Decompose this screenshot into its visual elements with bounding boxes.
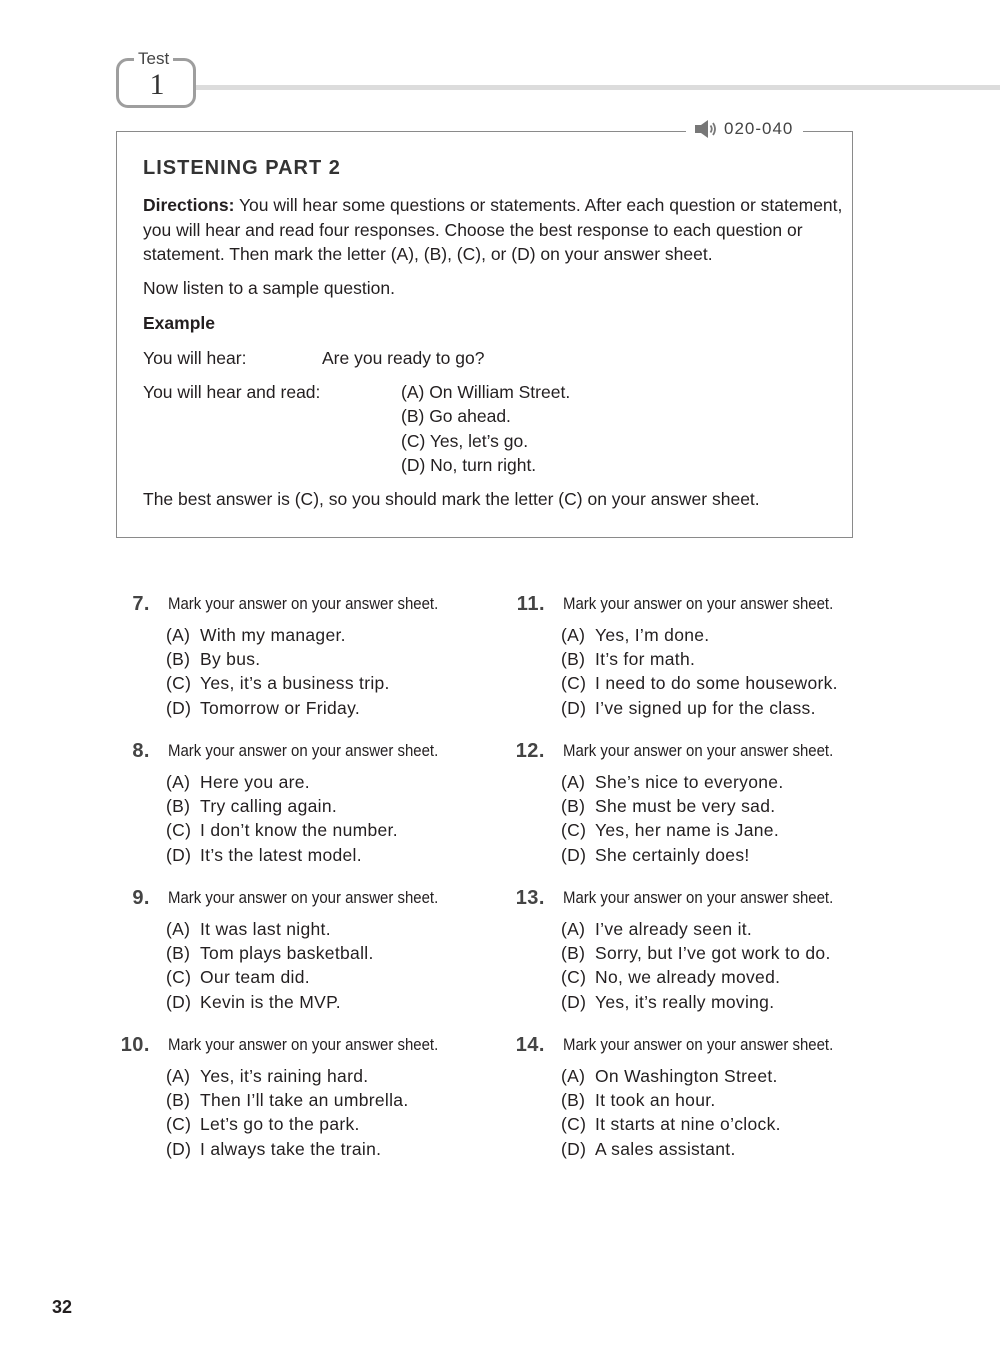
page-number: 32 <box>52 1297 73 1317</box>
answer-option-letter: (A) <box>166 1066 191 1086</box>
example-best-answer: The best answer is (C), so you should mark the letter (C) on your answer sheet. <box>143 489 760 509</box>
answer-option-text: Tomorrow or Friday. <box>200 697 360 718</box>
answer-option <box>561 843 784 867</box>
answer-option <box>561 623 838 647</box>
answer-option-letter: (A) <box>561 625 586 645</box>
answer-option-text: No, we already moved. <box>595 967 781 988</box>
answer-option-letter: (C) <box>166 673 192 694</box>
answer-option-text: Yes, her name is Jane. <box>595 820 779 841</box>
answer-option-letter: (B) <box>166 1090 191 1111</box>
answer-option-text: With my manager. <box>200 625 346 645</box>
answer-option <box>561 941 831 965</box>
answer-option-text: By bus. <box>200 649 261 670</box>
answer-option <box>166 647 390 671</box>
speaker-icon <box>694 119 718 139</box>
example-hear-text: Are you ready to go? <box>322 348 485 368</box>
answer-option-text: I always take the train. <box>200 1138 382 1159</box>
answer-option-text: Yes, I’m done. <box>595 625 710 645</box>
question-number: 14. <box>515 1034 545 1056</box>
answer-option-letter: (A) <box>166 919 191 939</box>
answer-option-letter: (D) <box>166 1138 192 1159</box>
answer-option-text: I’ve signed up for the class. <box>595 697 816 718</box>
answer-option-letter: (B) <box>561 943 586 964</box>
answer-option-text: It starts at nine o’clock. <box>595 1114 781 1135</box>
test-tab-number: 1 <box>149 68 165 101</box>
answer-option-letter: (A) <box>561 772 586 792</box>
answer-option-text: It’s for math. <box>595 649 696 670</box>
answer-option-letter: (C) <box>561 967 587 988</box>
answer-option <box>166 770 398 794</box>
example-option: (D) No, turn right. <box>401 454 537 475</box>
question-options <box>166 770 398 867</box>
answer-option <box>561 770 784 794</box>
example-heading: Example <box>143 313 215 333</box>
answer-option-text: I’ve already seen it. <box>595 919 753 939</box>
answer-option <box>166 990 374 1014</box>
answer-option <box>561 818 784 842</box>
answer-option <box>561 1064 781 1088</box>
question-options <box>561 770 784 867</box>
answer-option <box>166 965 374 989</box>
answer-option-letter: (C) <box>561 673 587 694</box>
answer-option-letter: (A) <box>561 919 586 939</box>
question-number: 8. <box>132 740 150 762</box>
answer-option-text: Yes, it’s really moving. <box>595 991 775 1012</box>
answer-option <box>166 1137 408 1161</box>
answer-option-letter: (D) <box>561 697 587 718</box>
question-options <box>166 917 374 1014</box>
example-option: (A) On William Street. <box>401 382 571 402</box>
answer-option-text: She’s nice to everyone. <box>595 772 784 792</box>
question-number: 9. <box>132 887 150 909</box>
answer-option-letter: (D) <box>166 844 192 865</box>
question-options <box>561 623 838 720</box>
answer-option-letter: (D) <box>561 1138 587 1159</box>
answer-option-text: Our team did. <box>200 967 310 988</box>
header-rule <box>196 85 1000 90</box>
directions-text <box>143 193 843 267</box>
test-tab-label: Test <box>134 49 173 69</box>
answer-option <box>561 1112 781 1136</box>
answer-option <box>561 1137 781 1161</box>
example-hear-read-label: You will hear and read: <box>143 382 321 402</box>
answer-option-letter: (B) <box>561 1090 586 1111</box>
answer-option <box>166 917 374 941</box>
question-prompt: Mark your answer on your answer sheet. <box>563 594 834 613</box>
answer-option-text: Then I’ll take an umbrella. <box>200 1090 409 1111</box>
answer-option-letter: (D) <box>561 844 587 865</box>
question-number: 12. <box>515 740 545 762</box>
answer-option-letter: (B) <box>166 796 191 817</box>
answer-option-letter: (B) <box>166 649 191 670</box>
directions-body: You will hear some questions or statements. After each question or statement, you will hear and read four responses. Choose the best response to each question or statement. Then mark the letter (A), (B), (C), or (D) on your answer sheet. <box>143 195 843 264</box>
question-prompt: Mark your answer on your answer sheet. <box>563 1035 834 1054</box>
answer-option <box>561 990 831 1014</box>
answer-option <box>561 794 784 818</box>
answer-option <box>166 1088 408 1112</box>
answer-option-text: Kevin is the MVP. <box>200 991 341 1012</box>
question-prompt: Mark your answer on your answer sheet. <box>168 888 439 907</box>
question-number: 7. <box>132 593 150 615</box>
answer-option-text: It’s the latest model. <box>200 844 362 865</box>
answer-option <box>166 941 374 965</box>
answer-option-text: I need to do some housework. <box>595 673 838 694</box>
question-prompt: Mark your answer on your answer sheet. <box>563 888 834 907</box>
answer-option <box>561 671 838 695</box>
part-title: LISTENING PART 2 <box>143 157 341 179</box>
answer-option-text: She must be very sad. <box>595 796 776 817</box>
answer-option-letter: (C) <box>561 1114 587 1135</box>
answer-option-text: She certainly does! <box>595 844 750 865</box>
answer-option <box>166 818 398 842</box>
question-options <box>166 623 390 720</box>
answer-option <box>561 917 831 941</box>
answer-option-text: A sales assistant. <box>595 1138 736 1159</box>
question-options <box>166 1064 408 1161</box>
answer-option-text: Yes, it’s raining hard. <box>200 1066 369 1086</box>
answer-option-letter: (B) <box>561 649 586 670</box>
answer-option <box>166 843 398 867</box>
answer-option <box>166 1112 408 1136</box>
answer-option-text: On Washington Street. <box>595 1066 778 1086</box>
answer-option-text: It took an hour. <box>595 1090 716 1111</box>
answer-option <box>166 623 390 647</box>
answer-option-letter: (C) <box>166 820 192 841</box>
question-prompt: Mark your answer on your answer sheet. <box>168 741 439 760</box>
example-options <box>401 380 570 477</box>
answer-option-text: Yes, it’s a business trip. <box>200 673 390 694</box>
question-number: 11. <box>516 593 545 615</box>
answer-option <box>561 1088 781 1112</box>
answer-option-text: Let’s go to the park. <box>200 1114 360 1135</box>
answer-option-letter: (A) <box>166 772 191 792</box>
answer-option-letter: (D) <box>166 697 192 718</box>
answer-option-text: Sorry, but I’ve got work to do. <box>595 943 831 964</box>
answer-option-letter: (B) <box>561 796 586 817</box>
answer-option-letter: (D) <box>166 991 192 1012</box>
answer-option-letter: (D) <box>561 991 587 1012</box>
answer-option-text: Try calling again. <box>200 796 338 817</box>
question-prompt: Mark your answer on your answer sheet. <box>168 1035 439 1054</box>
answer-option-text: I don’t know the number. <box>200 820 398 841</box>
question-number: 10. <box>120 1034 150 1056</box>
question-options <box>561 917 831 1014</box>
answer-option <box>561 696 838 720</box>
directions-label: Directions: <box>143 195 235 215</box>
answer-option-letter: (A) <box>166 625 191 645</box>
answer-option-letter: (C) <box>166 1114 192 1135</box>
question-prompt: Mark your answer on your answer sheet. <box>563 741 834 760</box>
answer-option-letter: (C) <box>166 967 192 988</box>
answer-option-text: Here you are. <box>200 772 310 792</box>
answer-option-letter: (C) <box>561 820 587 841</box>
answer-option <box>561 965 831 989</box>
question-options <box>561 1064 781 1161</box>
question-number: 13. <box>515 887 545 909</box>
answer-option <box>166 794 398 818</box>
answer-option-letter: (B) <box>166 943 191 964</box>
answer-option <box>166 1064 408 1088</box>
audio-track <box>686 119 803 139</box>
answer-option-text: Tom plays basketball. <box>200 943 374 964</box>
answer-option-text: It was last night. <box>200 919 331 939</box>
example-option: (B) Go ahead. <box>401 406 511 427</box>
question-prompt: Mark your answer on your answer sheet. <box>168 594 439 613</box>
answer-option <box>166 696 390 720</box>
answer-option <box>166 671 390 695</box>
answer-option-letter: (A) <box>561 1066 586 1086</box>
example-option: (C) Yes, let’s go. <box>401 430 529 451</box>
audio-track-number: 020-040 <box>724 119 794 138</box>
answer-option <box>561 647 838 671</box>
sample-intro: Now listen to a sample question. <box>143 278 395 298</box>
example-hear-label: You will hear: <box>143 348 247 368</box>
